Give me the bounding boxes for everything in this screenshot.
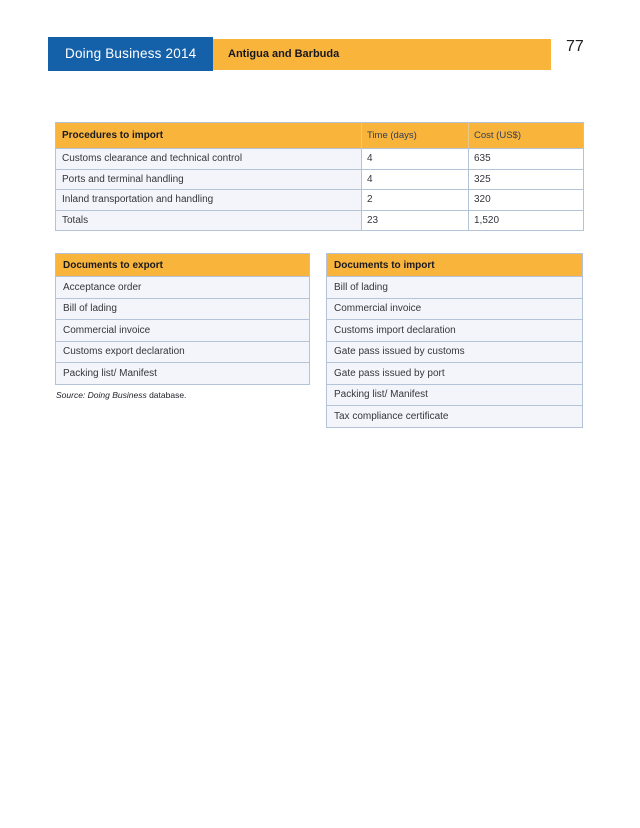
list-item: Bill of lading: [327, 276, 582, 298]
table-header-row: [56, 123, 583, 148]
list-item: Customs export declaration: [56, 341, 309, 363]
table-row: [56, 148, 583, 169]
source-note-regular: database.: [146, 390, 187, 400]
column-header-time: Time (days): [361, 123, 468, 148]
list-item: Tax compliance certificate: [327, 405, 582, 427]
table-title: Documents to import: [327, 254, 582, 276]
table-row: [56, 169, 583, 190]
list-item: Gate pass issued by port: [327, 362, 582, 384]
totals-time: 23: [361, 211, 468, 231]
list-item: Commercial invoice: [56, 319, 309, 341]
procedure-name: Inland transportation and handling: [56, 190, 361, 210]
procedure-cost: 320: [468, 190, 583, 210]
procedure-cost: 325: [468, 170, 583, 190]
table-title: Procedures to import: [62, 130, 164, 141]
table-row: [56, 189, 583, 210]
procedure-time: 4: [361, 149, 468, 169]
procedure-time: 4: [361, 170, 468, 190]
procedure-name: Ports and terminal handling: [56, 170, 361, 190]
list-item: Packing list/ Manifest: [327, 384, 582, 406]
column-header-cost: Cost (US$): [468, 123, 583, 148]
source-note-italic: Source: Doing Business: [56, 390, 147, 400]
procedure-time: 2: [361, 190, 468, 210]
totals-cost: 1,520: [468, 211, 583, 231]
report-brand-box: Doing Business 2014: [48, 37, 213, 71]
list-item: Gate pass issued by customs: [327, 341, 582, 363]
country-banner: Antigua and Barbuda: [213, 39, 551, 70]
procedure-name: Customs clearance and technical control: [56, 149, 361, 169]
procedures-to-import-table: [55, 122, 584, 231]
documents-to-export-table: [55, 253, 310, 385]
list-item: Packing list/ Manifest: [56, 362, 309, 384]
documents-to-import-table: [326, 253, 583, 428]
table-title: Documents to export: [56, 254, 309, 276]
procedure-cost: 635: [468, 149, 583, 169]
list-item: Commercial invoice: [327, 298, 582, 320]
list-item: Customs import declaration: [327, 319, 582, 341]
totals-label: Totals: [56, 211, 361, 231]
source-note: [56, 390, 186, 400]
list-item: Acceptance order: [56, 276, 309, 298]
list-item: Bill of lading: [56, 298, 309, 320]
page-number: 77: [566, 38, 584, 55]
table-row-totals: [56, 210, 583, 231]
